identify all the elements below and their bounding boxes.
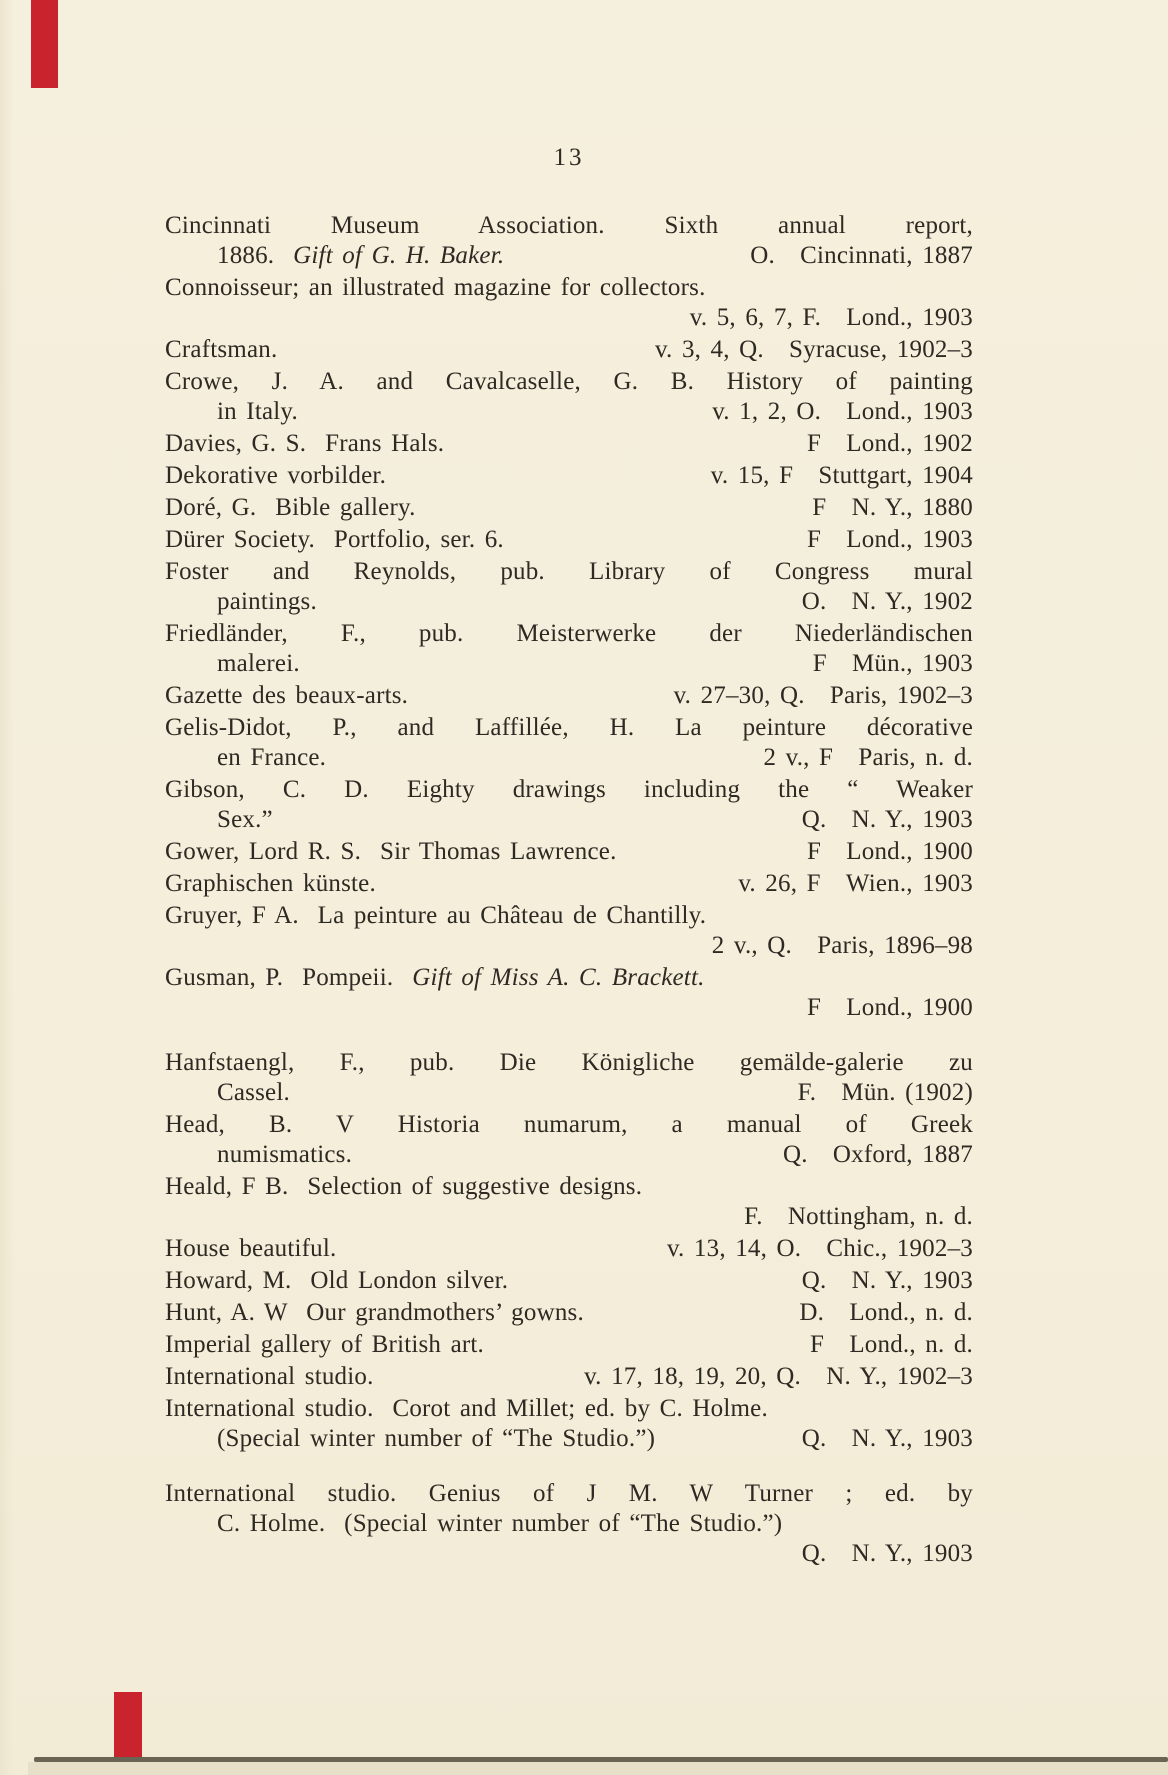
entry-text-segment: malerei. xyxy=(217,650,300,677)
entry-text-segment: House beautiful. xyxy=(165,1235,337,1262)
imprint: F Lond., 1900 xyxy=(806,838,973,865)
entry-text xyxy=(165,493,416,523)
entry-line xyxy=(165,429,973,459)
catalog-entry xyxy=(165,1330,973,1360)
imprint: v. 1, 2, O. Lond., 1903 xyxy=(712,398,973,425)
catalog-entry xyxy=(165,557,973,617)
entry-line xyxy=(165,1330,973,1360)
entry-text xyxy=(217,1140,352,1170)
entry-text xyxy=(217,649,300,679)
entry-line: Hanfstaengl, F., pub. Die Königliche gemälde-galerie zu xyxy=(165,1049,973,1076)
entry-line xyxy=(165,901,973,931)
entry-text-segment: 1886. xyxy=(217,242,294,269)
catalog-entry xyxy=(165,461,973,491)
page-bottom-edge-paper xyxy=(28,1762,1168,1775)
imprint: v. 5, 6, 7, F. Lond., 1903 xyxy=(689,304,973,331)
entry-line xyxy=(165,963,973,993)
catalog-entry xyxy=(165,963,973,1023)
entry-text-segment: Dürer Society. Portfolio, ser. 6. xyxy=(165,526,504,553)
entry-line xyxy=(165,931,973,961)
imprint: F Lond., 1900 xyxy=(806,994,973,1021)
entry-line xyxy=(165,1078,973,1108)
entry-line xyxy=(165,1140,973,1170)
imprint: v. 27–30, Q. Paris, 1902–3 xyxy=(673,682,973,709)
entry-line xyxy=(165,493,973,523)
catalog-entry xyxy=(165,901,973,961)
catalog-entry xyxy=(165,1110,973,1170)
catalog-entry xyxy=(165,1234,973,1264)
entry-text xyxy=(165,1172,642,1202)
entry-text-segment: paintings. xyxy=(217,588,317,615)
entry-text xyxy=(165,1234,336,1264)
entry-line: Gibson, C. D. Eighty drawings including the “ Weaker xyxy=(165,776,973,803)
entry-line xyxy=(165,743,973,773)
entry-text xyxy=(165,901,706,931)
imprint: Q. N. Y., 1903 xyxy=(801,1540,973,1567)
entry-line: Friedländer, F., pub. Meisterwerke der Niederländischen xyxy=(165,620,973,647)
catalog-entry xyxy=(165,869,973,899)
entry-line: Cincinnati Museum Association. Sixth annual report, xyxy=(165,212,973,239)
entry-text xyxy=(217,1424,655,1454)
imprint: Q. N. Y., 1903 xyxy=(801,1267,973,1294)
entry-text-segment: en France. xyxy=(217,744,327,771)
entry-text-segment: International studio. Corot and Millet; ed. by C. Holme. xyxy=(165,1395,768,1422)
gift-note: Gift of G. H. Baker. xyxy=(293,242,505,269)
gift-note: Gift of Miss A. C. Brackett. xyxy=(412,964,705,991)
catalog-entry xyxy=(165,1362,973,1392)
entry-line xyxy=(165,1298,973,1328)
entry-line: Crowe, J. A. and Cavalcaselle, G. B. History of painting xyxy=(165,368,973,395)
entry-text-segment: Howard, M. Old London silver. xyxy=(165,1267,509,1294)
entry-text-segment: C. Holme. (Special winter number of “The Studio.”) xyxy=(217,1510,783,1537)
entry-line xyxy=(165,273,973,303)
catalog-entry xyxy=(165,775,973,835)
imprint: v. 13, 14, O. Chic., 1902–3 xyxy=(666,1235,973,1262)
catalog-entry xyxy=(165,1298,973,1328)
entry-text xyxy=(165,1394,768,1424)
entry-text-segment: (Special winter number of “The Studio.”) xyxy=(217,1425,656,1452)
entry-line: Gelis-Didot, P., and Laffillée, H. La peinture décorative xyxy=(165,714,973,741)
entry-text xyxy=(217,397,298,427)
entry-line xyxy=(165,1362,973,1392)
entry-text-segment: Doré, G. Bible gallery. xyxy=(165,494,416,521)
imprint: v. 15, F Stuttgart, 1904 xyxy=(710,462,973,489)
imprint: v. 3, 4, Q. Syracuse, 1902–3 xyxy=(654,336,973,363)
entry-text xyxy=(165,335,277,365)
entry-line xyxy=(165,837,973,867)
imprint: F Lond., n. d. xyxy=(810,1331,973,1358)
imprint: F. Nottingham, n. d. xyxy=(744,1203,973,1230)
entry-text-segment: Craftsman. xyxy=(165,336,278,363)
catalog-entry xyxy=(165,273,973,333)
entry-text xyxy=(217,1078,290,1108)
entry-line xyxy=(165,335,973,365)
entry-line xyxy=(165,1266,973,1296)
imprint: O. N. Y., 1902 xyxy=(801,588,973,615)
entry-line xyxy=(165,1172,973,1202)
page-number: 13 xyxy=(553,144,585,171)
catalog-entry xyxy=(165,525,973,555)
entry-text xyxy=(165,461,386,491)
entry-text xyxy=(165,837,617,867)
imprint: F Lond., 1902 xyxy=(806,430,973,457)
entry-text xyxy=(217,1509,782,1539)
imprint: v. 17, 18, 19, 20, Q. N. Y., 1902–3 xyxy=(584,1363,973,1390)
entry-text xyxy=(165,963,705,993)
entry-line xyxy=(165,681,973,711)
entry-text-segment: Connoisseur; an illustrated magazine for collectors. xyxy=(165,274,706,301)
entry-line xyxy=(165,241,973,271)
entry-text xyxy=(217,805,273,835)
text-column xyxy=(165,143,973,1571)
imprint: F. Mün. (1902) xyxy=(797,1079,973,1106)
entry-line xyxy=(165,805,973,835)
entry-line xyxy=(165,993,973,1023)
imprint: v. 26, F Wien., 1903 xyxy=(738,870,973,897)
entry-line xyxy=(165,1394,973,1424)
catalog-entry xyxy=(165,1048,973,1108)
entry-text-segment: Gusman, P. Pompeii. xyxy=(165,964,413,991)
entry-line: International studio. Genius of J M. W Turner ; ed. by xyxy=(165,1480,973,1507)
imprint: F Mün., 1903 xyxy=(812,650,973,677)
imprint: F N. Y., 1880 xyxy=(812,494,973,521)
entry-line: Foster and Reynolds, pub. Library of Congress mural xyxy=(165,558,973,585)
entry-line xyxy=(165,303,973,333)
entry-line xyxy=(165,461,973,491)
entry-text xyxy=(217,743,326,773)
entry-text xyxy=(165,1298,584,1328)
red-edge-mark-top xyxy=(31,0,58,88)
entry-line xyxy=(165,1539,973,1569)
imprint: O. Cincinnati, 1887 xyxy=(750,242,973,269)
entry-line xyxy=(165,649,973,679)
catalog-entry xyxy=(165,1266,973,1296)
imprint: 2 v., F Paris, n. d. xyxy=(763,744,973,771)
imprint: Q. Oxford, 1887 xyxy=(782,1141,973,1168)
entry-text xyxy=(165,1266,508,1296)
entry-text xyxy=(165,273,706,303)
entry-line xyxy=(165,397,973,427)
catalog-entry xyxy=(165,1479,973,1569)
entry-line xyxy=(165,1509,973,1539)
entry-line xyxy=(165,869,973,899)
entry-text-segment: Gower, Lord R. S. Sir Thomas Lawrence. xyxy=(165,838,617,865)
imprint: F Lond., 1903 xyxy=(806,526,973,553)
entry-text-segment: Sex.” xyxy=(217,806,273,833)
entry-text xyxy=(165,869,376,899)
catalog-entry xyxy=(165,1394,973,1454)
catalog-entry xyxy=(165,493,973,523)
entry-text-segment: Hunt, A. W Our grandmothers’ gowns. xyxy=(165,1299,584,1326)
catalog-entry xyxy=(165,429,973,459)
imprint: D. Lond., n. d. xyxy=(799,1299,973,1326)
entry-text-segment: Gruyer, F A. La peinture au Château de Chantilly. xyxy=(165,902,707,929)
entry-line xyxy=(165,1424,973,1454)
entry-text xyxy=(165,429,444,459)
entry-line: Head, B. V Historia numarum, a manual of Greek xyxy=(165,1111,973,1138)
entry-text-segment: International studio. xyxy=(165,1363,374,1390)
catalog-entry-list xyxy=(165,211,973,1569)
entry-text xyxy=(165,681,408,711)
imprint: 2 v., Q. Paris, 1896–98 xyxy=(711,932,973,959)
entry-text-segment: Heald, F B. Selection of suggestive designs. xyxy=(165,1173,643,1200)
entry-text-segment: in Italy. xyxy=(217,398,298,425)
entry-text-segment: Graphischen künste. xyxy=(165,870,376,897)
entry-line xyxy=(165,1202,973,1232)
catalog-entry xyxy=(165,335,973,365)
catalog-entry xyxy=(165,837,973,867)
entry-text-segment: numismatics. xyxy=(217,1141,353,1168)
entry-text xyxy=(217,241,504,271)
entry-line xyxy=(165,587,973,617)
entry-text xyxy=(165,1330,484,1360)
entry-text xyxy=(165,525,504,555)
entry-line xyxy=(165,1234,973,1264)
entry-text-segment: Dekorative vorbilder. xyxy=(165,462,387,489)
catalog-entry xyxy=(165,619,973,679)
catalog-entry xyxy=(165,1172,973,1232)
catalog-entry xyxy=(165,713,973,773)
imprint: Q. N. Y., 1903 xyxy=(801,1425,973,1452)
entry-text-segment: Davies, G. S. Frans Hals. xyxy=(165,430,445,457)
catalog-entry xyxy=(165,681,973,711)
catalog-entry xyxy=(165,367,973,427)
imprint: Q. N. Y., 1903 xyxy=(801,806,973,833)
entry-text-segment: Cassel. xyxy=(217,1079,290,1106)
entry-text-segment: Imperial gallery of British art. xyxy=(165,1331,484,1358)
entry-text xyxy=(217,587,317,617)
catalog-entry xyxy=(165,211,973,271)
entry-line xyxy=(165,525,973,555)
entry-text-segment: Gazette des beaux-arts. xyxy=(165,682,409,709)
entry-text xyxy=(165,1362,374,1392)
